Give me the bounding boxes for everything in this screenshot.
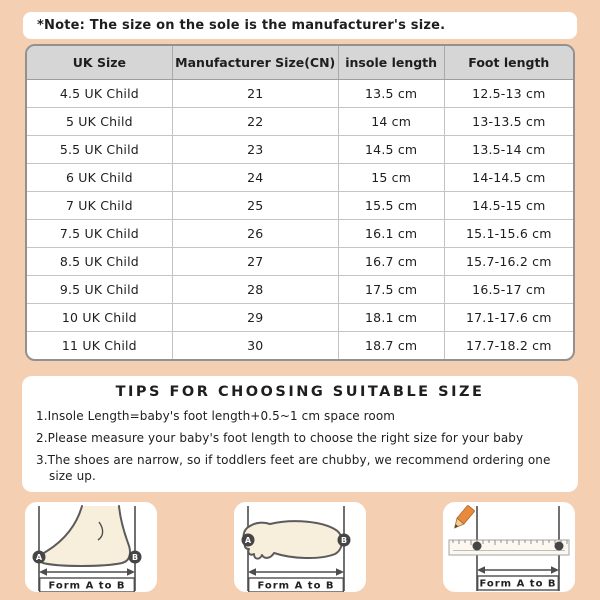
note-text: *Note: The size on the sole is the manufacturer's size. [37,18,446,33]
cell-foot: 17.7-18.2 cm [466,337,552,353]
tips-title: TIPS FOR CHOOSING SUITABLE SIZE [115,384,485,400]
pencil-icon [451,505,475,531]
cell-uk-size: 4.5 UK Child [27,79,172,107]
cell-insole: 14 cm [338,107,444,135]
cell-uk-size: 7 UK Child [27,191,172,219]
cell-cn-size: 28 [172,275,338,303]
cell-insole: 14.5 cm [338,135,444,163]
cell-insole: 16.7 cm [338,247,444,275]
cell-uk-size: 8.5 UK Child [27,247,172,275]
diagram-card-foot-side [25,502,157,592]
cell-foot: 13.5-14 cm [444,135,573,163]
cell-cn-size: 24 [172,163,338,191]
cell-foot: 16.5-17 cm [444,275,573,303]
cell-cn-size: 27 [172,247,338,275]
header-foot-length: Foot length [444,46,573,79]
cell-foot: 14-14.5 cm [444,163,573,191]
marker-dot-b [555,542,564,551]
table-row [27,219,573,247]
cell-insole: 15.5 cm [338,191,444,219]
header-uk-size: UK Size [27,46,172,79]
table-row [27,303,573,331]
size-table [27,46,573,359]
cell-insole: 18.1 cm [338,303,444,331]
cell-cn-size: 29 [172,303,338,331]
foot-side-view-icon [25,502,157,592]
measure-label: Form A to B [257,580,335,592]
cell-uk-size: 11 UK Child [27,331,172,359]
diagram-card-ruler [443,502,575,592]
foot-side-shape [40,506,130,566]
marker-b-letter: B [340,536,348,545]
ruler-body [449,540,569,555]
cell-uk-size: 9.5 UK Child [27,275,172,303]
cell-foot: 13-13.5 cm [444,107,573,135]
header-insole-length: insole length [338,46,444,79]
cell-cn-size: 23 [172,135,338,163]
table-header-row [27,46,573,79]
table-row [27,275,573,303]
cell-uk-size: 7.5 UK Child [27,219,172,247]
table-row [27,107,573,135]
footprint-shape [244,521,342,559]
marker-a-letter: A [35,553,43,562]
marker-b-letter: B [131,553,139,562]
table-row [27,331,573,359]
table-row [27,247,573,275]
cell-uk-size: 5.5 UK Child [27,135,172,163]
note-banner [23,12,577,39]
cell-insole: 17.5 cm [338,275,444,303]
table-row [27,79,573,107]
cell-cn-size: 22 [172,107,338,135]
cell-insole: 18.7 cm [338,331,444,359]
cell-insole: 13.5 cm [338,79,444,107]
cell-cn-size: 30 [172,331,338,359]
cell-cn-size: 26 [172,219,338,247]
cell-foot: 15.7-16.2 cm [444,247,573,275]
tip-item-3: 3.The shoes are narrow, so if toddlers feet are chubby, we recommend ordering one size up. [36,452,551,484]
measure-label: Form A to B [48,580,126,592]
cell-uk-size: 10 UK Child [27,303,172,331]
cell-foot: 17.1-17.6 cm [444,303,573,331]
tips-panel [22,376,578,492]
cell-foot: 15.1-15.6 cm [444,219,573,247]
cell-foot: 12.5-13 cm [444,79,573,107]
marker-a-letter: A [244,536,252,545]
cell-insole: 15 cm [338,163,444,191]
marker-dot-a [473,542,482,551]
diagram-cards-row [25,502,575,592]
tip-item-2: 2.Please measure your baby's foot length to choose the right size for your baby [36,430,524,445]
cell-cn-size: 25 [172,191,338,219]
measure-label: Form A to B [479,578,557,590]
size-table-container [25,44,575,361]
header-manufacturer-size: Manufacturer Size(CN) [172,46,338,79]
diagram-card-foot-top [234,502,366,592]
cell-foot: 14.5-15 cm [444,191,573,219]
cell-uk-size: 6 UK Child [27,163,172,191]
foot-top-view-icon [234,502,366,592]
table-row [27,163,573,191]
tip-item-1: 1.Insole Length=baby's foot length+0.5~1 cm space room [36,409,396,423]
table-row [27,135,573,163]
cell-uk-size: 5 UK Child [27,107,172,135]
cell-insole: 16.1 cm [338,219,444,247]
cell-cn-size: 21 [172,79,338,107]
ruler-measure-icon [443,502,575,592]
table-row [27,191,573,219]
